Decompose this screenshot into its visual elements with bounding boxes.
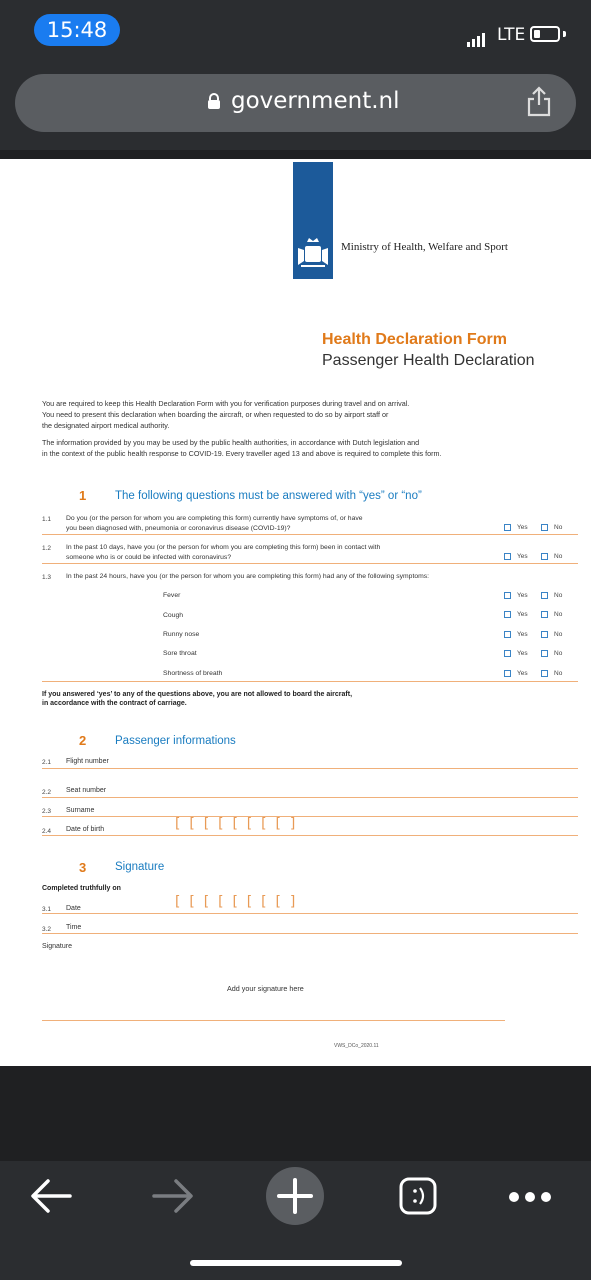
completed-label: Completed truthfully on [42,885,121,892]
rijksoverheid-logo [293,162,333,279]
no-checkbox[interactable] [541,611,548,618]
seat-number-field[interactable] [42,797,578,798]
question-number: 1.1 [42,516,52,523]
row-divider [42,534,578,535]
yes-label: Yes [517,553,528,560]
yes-label: Yes [517,524,528,531]
yes-label: Yes [517,670,528,677]
question-number: 1.2 [42,545,52,552]
field-number: 3.1 [42,906,52,913]
field-number: 2.4 [42,828,52,835]
flight-number-field[interactable] [42,768,578,769]
yes-checkbox[interactable] [504,611,511,618]
no-checkbox[interactable] [541,524,548,531]
yes-label: Yes [517,611,528,618]
question-text: Do you (or the person for whom you are completing this form) currently have symptoms of, or have [66,515,363,522]
no-label: No [554,592,563,599]
no-label: No [554,670,563,677]
question-text: someone who is or could be infected with coronavirus? [66,554,232,561]
lock-icon [207,93,221,115]
no-label: No [554,650,563,657]
date-label: Date [66,905,81,912]
no-checkbox[interactable] [541,553,548,560]
yes-checkbox[interactable] [504,670,511,677]
page-divider [0,150,591,159]
section-title: Passenger informations [115,735,236,747]
tabs-icon[interactable] [399,1177,437,1220]
no-checkbox[interactable] [541,650,548,657]
row-divider [42,835,578,836]
row-divider [42,563,578,564]
symptom-label: Runny nose [163,631,200,638]
ministry-name: Ministry of Health, Welfare and Sport [341,241,508,253]
no-checkbox[interactable] [541,631,548,638]
row-divider [42,913,578,914]
section-title: Signature [115,861,165,873]
section-title: The following questions must be answered with “yes” or “no” [115,490,422,502]
network-label: LTE [497,25,526,45]
page-background [0,1066,591,1161]
seat-number-label: Seat number [66,787,107,794]
no-checkbox[interactable] [541,670,548,677]
no-label: No [554,524,563,531]
url-text[interactable]: government.nl [231,88,400,114]
section-number: 3 [79,860,87,875]
symptom-label: Cough [163,612,184,619]
pdf-page [0,159,591,1066]
symptom-label: Fever [163,592,181,599]
home-indicator [190,1260,402,1266]
time-label: Time [66,924,82,931]
signal-icon [467,29,487,47]
status-time: 15:48 [34,14,120,46]
signature-hint[interactable]: Add your signature here [227,984,304,993]
question-number: 1.3 [42,574,52,581]
document-code: VWS_DCo_2020.11 [334,1043,379,1049]
share-icon[interactable] [526,86,552,123]
intro-line: The information provided by you may be used by the public health authorities, in accordance with Dutch legislation and [42,438,420,447]
intro-line: the designated airport medical authority. [42,421,170,430]
question-text: In the past 24 hours, have you (or the person for whom you are completing this form) had any of the following symptoms: [66,573,430,580]
boarding-note: If you answered ‘yes’ to any of the questions above, you are not allowed to board the aircraft, [42,691,353,698]
yes-label: Yes [517,631,528,638]
boarding-note: in accordance with the contract of carriage. [42,700,187,707]
surname-label: Surname [66,807,95,814]
signature-label: Signature [42,943,72,950]
date-of-birth-field[interactable]: [ [ [ [ [ [ [ [ ] [175,816,296,832]
intro-line: You are required to keep this Health Declaration Form with you for verification purposes during travel and on arrival. [42,399,410,408]
field-number: 2.1 [42,759,52,766]
time-field[interactable] [42,933,578,934]
form-subtitle: Passenger Health Declaration [322,352,535,369]
yes-checkbox[interactable] [504,553,511,560]
question-text: you been diagnosed with, pneumonia or coronavirus disease (COVID-19)? [66,525,291,532]
symptom-label: Shortness of breath [163,670,223,677]
more-icon[interactable] [508,1190,552,1208]
yes-checkbox[interactable] [504,592,511,599]
field-number: 2.2 [42,789,52,796]
surname-field[interactable] [42,816,578,817]
yes-checkbox[interactable] [504,650,511,657]
no-checkbox[interactable] [541,592,548,599]
coat-of-arms-icon [298,238,328,267]
battery-cap [563,31,566,37]
field-number: 2.3 [42,808,52,815]
date-of-birth-label: Date of birth [66,826,105,833]
intro-line: You need to present this declaration when boarding the aircraft, or when requested to do so by airport staff or [42,410,389,419]
no-label: No [554,553,563,560]
yes-label: Yes [517,592,528,599]
form-title: Health Declaration Form [322,331,507,348]
plus-icon[interactable] [266,1167,324,1230]
intro-line: in the context of the public health response to COVID-19. Every traveller aged 13 and above is required to complete this form. [42,449,442,458]
date-field[interactable]: [ [ [ [ [ [ [ [ ] [175,894,296,910]
question-text: In the past 10 days, have you (or the person for whom you are completing this form) been in contact with [66,544,381,551]
yes-checkbox[interactable] [504,524,511,531]
row-divider [42,681,578,682]
battery-icon [530,26,560,42]
forward-arrow-icon[interactable] [152,1178,194,1219]
no-label: No [554,611,563,618]
section-number: 2 [79,733,87,748]
flight-number-label: Flight number [66,758,109,765]
yes-checkbox[interactable] [504,631,511,638]
symptom-label: Sore throat [163,650,197,657]
signature-field[interactable] [42,1020,505,1021]
section-number: 1 [79,488,87,503]
yes-label: Yes [517,650,528,657]
field-number: 3.2 [42,926,52,933]
no-label: No [554,631,563,638]
back-arrow-icon[interactable] [30,1178,72,1219]
